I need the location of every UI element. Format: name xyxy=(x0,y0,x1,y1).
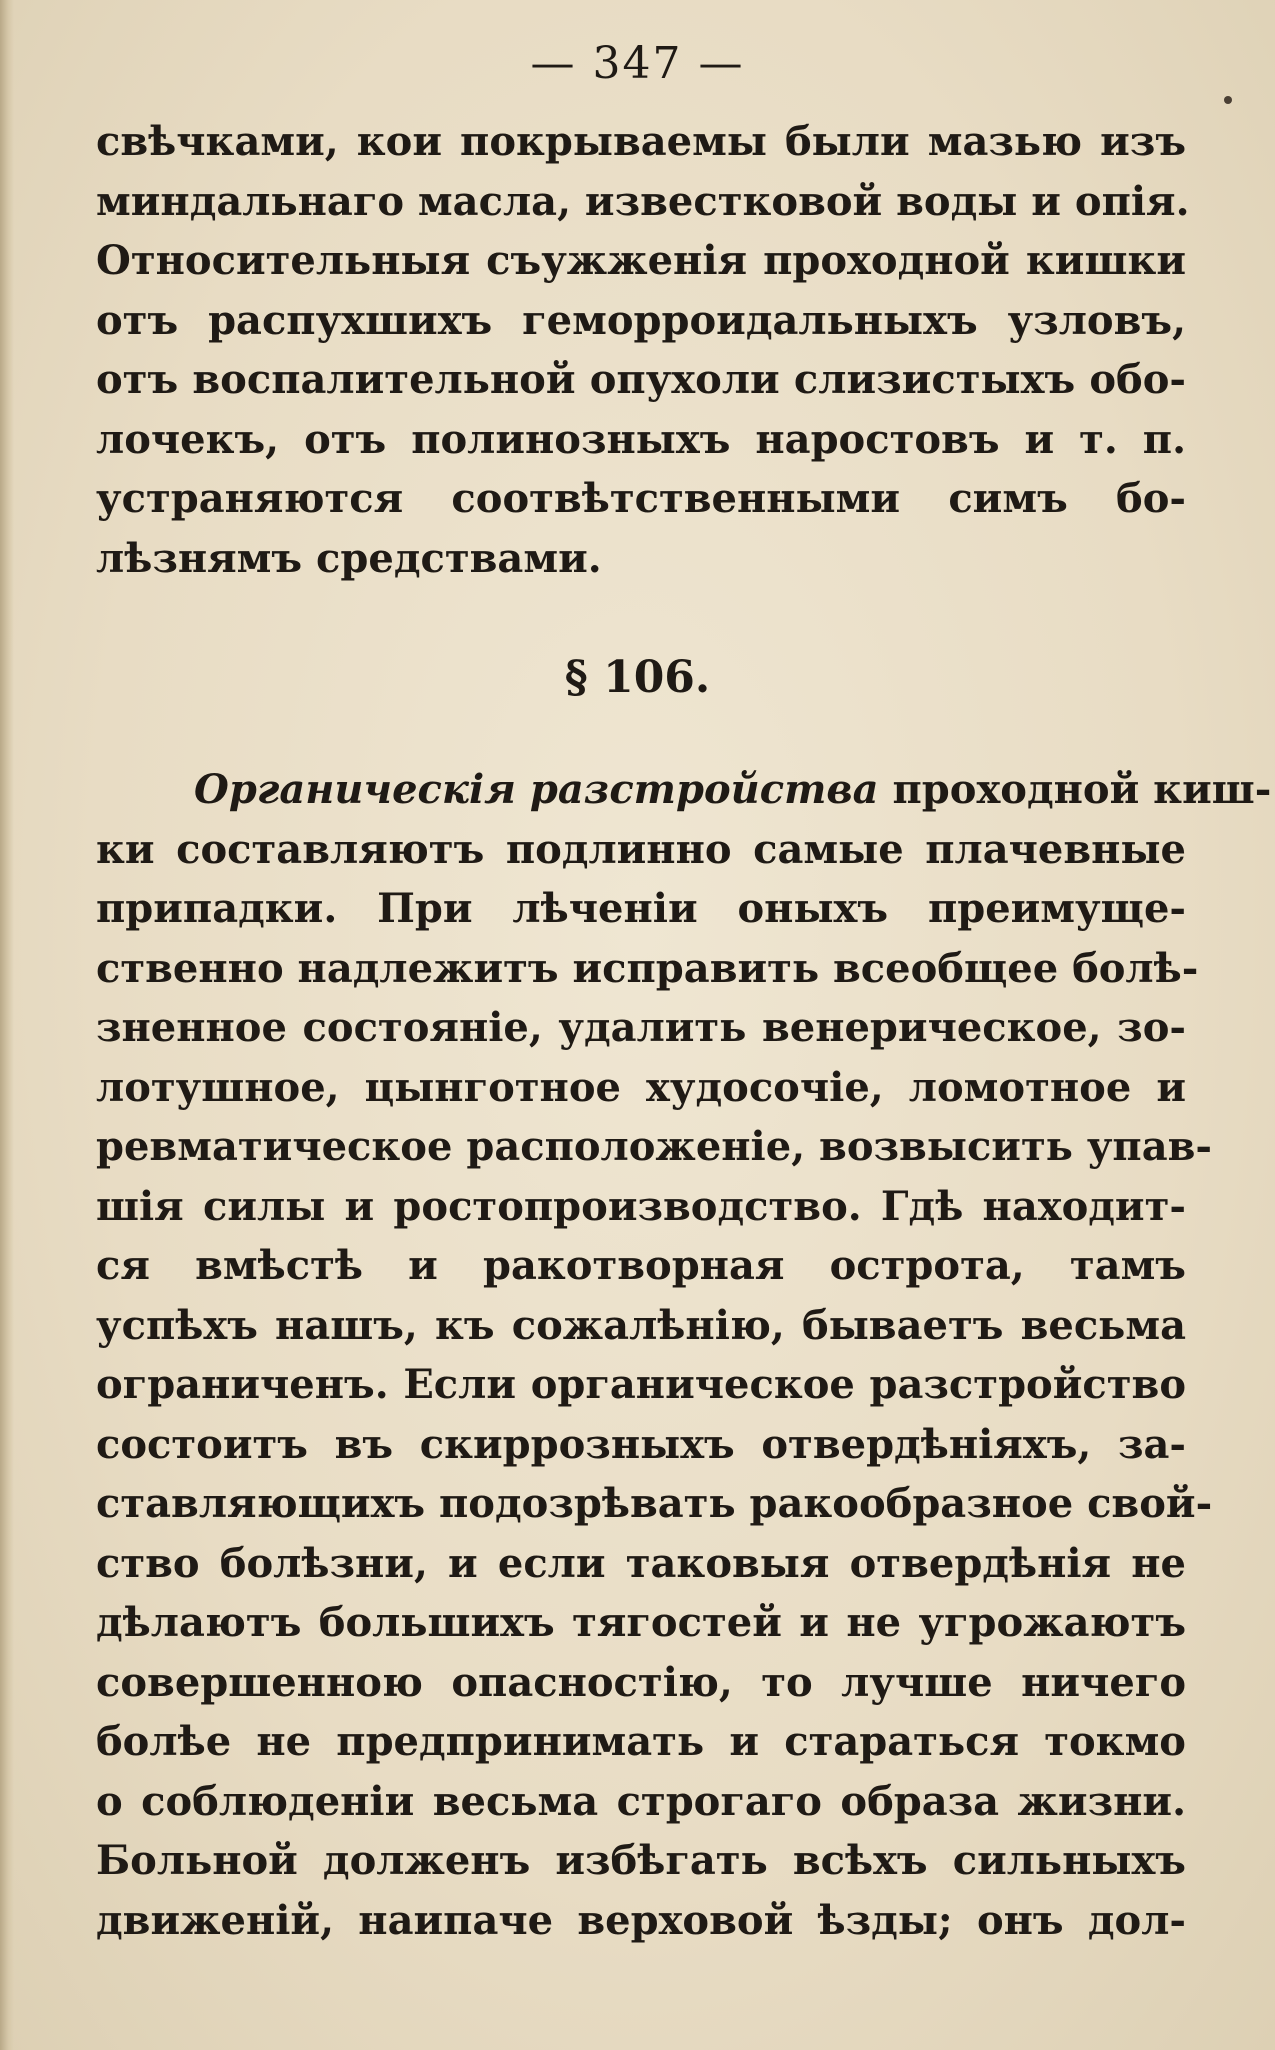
paragraph-section-106 xyxy=(96,760,1272,1950)
text-line: свѣчками, кои покрываемы были мазью изъ xyxy=(96,118,1186,165)
ink-speck xyxy=(1224,96,1232,104)
text-line: отъ воспалительной опухоли слизистыхъ обо- xyxy=(96,356,1186,403)
paragraph-continued xyxy=(96,112,1190,588)
text-line: лочекъ, отъ полинозныхъ наростовъ и т. п. xyxy=(96,415,1186,463)
text-line: движеній, наипаче верховой ѣзды; онъ дол- xyxy=(96,1896,1186,1944)
text-line: о соблюденіи весьма строгаго образа жизни. xyxy=(96,1777,1186,1825)
text-line: лѣзнямъ средствами. xyxy=(96,534,602,582)
text-line: болѣе не предпринимать и стараться токмо xyxy=(96,1718,1186,1765)
text-line: ки составляютъ подлинно самые плачевные xyxy=(96,825,1186,873)
text-line: ставляющихъ подозрѣвать ракообразное свой- xyxy=(96,1480,1213,1527)
text-line: состоитъ въ скиррозныхъ отвердѣніяхъ, за- xyxy=(96,1420,1186,1468)
text-line: ограниченъ. Если органическое разстройство xyxy=(96,1361,1186,1408)
page-number: — 347 — xyxy=(530,38,745,89)
text-line: дѣлаютъ большихъ тягостей и не угрожаютъ xyxy=(96,1599,1186,1646)
text-fragment: проходной киш- xyxy=(878,766,1272,813)
text-line: шія силы и ростопроизводство. Гдѣ находит- xyxy=(96,1182,1186,1230)
text-line: совершенною опасностію, то лучше ничего xyxy=(96,1658,1186,1706)
text-line: зненное состояніе, удалить венерическое, зо- xyxy=(96,1004,1186,1051)
text-line: ся вмѣстѣ и ракотворная острота, тамъ xyxy=(96,1242,1186,1289)
section-heading: § 106. xyxy=(564,652,711,703)
text-line: отъ распухшихъ геморроидальныхъ узловъ, xyxy=(96,296,1186,344)
text-line: припадки. При лѣченіи оныхъ преимуще- xyxy=(96,885,1186,932)
text-line-first xyxy=(96,760,1272,820)
text-line: ство болѣзни, и если таковыя отвердѣнія не xyxy=(96,1539,1186,1587)
text-line: миндальнаго масла, известковой воды и опія. xyxy=(96,177,1190,225)
text-line: Больной долженъ избѣгать всѣхъ сильныхъ xyxy=(96,1837,1186,1884)
emphasis-term: Органическія разстройства xyxy=(194,766,879,813)
text-line: Относительныя съужженія проходной кишки xyxy=(96,237,1186,284)
page-edge-shadow xyxy=(0,0,14,2050)
text-line: лотушное, цынготное худосочіе, ломотное и xyxy=(96,1063,1186,1111)
text-line: успѣхъ нашъ, къ сожалѣнію, бываетъ весьма xyxy=(96,1301,1186,1349)
text-line: устраняются соотвѣтственными симъ бо- xyxy=(96,475,1186,522)
text-line: ственно надлежитъ исправить всеобщее болѣ- xyxy=(96,944,1199,992)
text-line: ревматическое расположеніе, возвысить упав- xyxy=(96,1123,1213,1170)
